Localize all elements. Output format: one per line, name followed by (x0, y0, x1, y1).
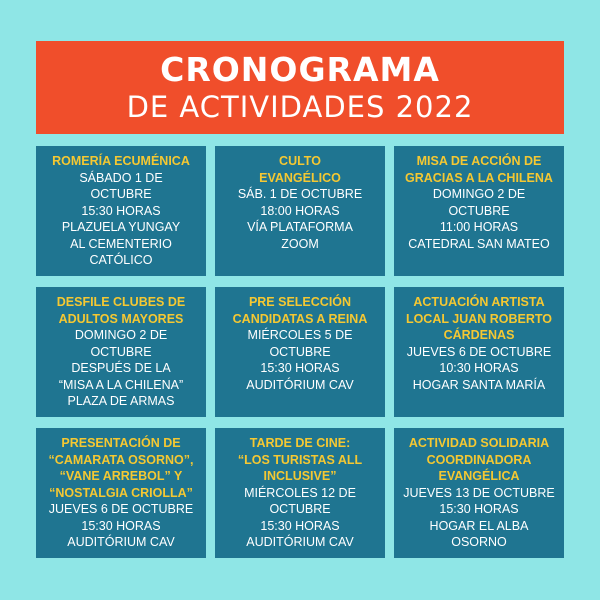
activity-detail: OCTUBRE (269, 344, 331, 359)
activity-detail: CATEDRAL SAN MATEO (408, 236, 550, 251)
activity-detail: 15:30 HORAS (260, 361, 340, 375)
activity-title: ACTIVIDAD SOLIDARIA (408, 436, 550, 450)
activity-title: GRACIAS A LA CHILENA (405, 170, 553, 185)
page-title: CRONOGRAMA (160, 50, 440, 89)
activity-title: PRESENTACIÓN DE (61, 436, 181, 450)
activity-detail: DOMINGO 2 DE (432, 187, 526, 201)
activity-detail: OCTUBRE (90, 344, 152, 359)
activity-title: CÁRDENAS (443, 328, 515, 342)
activity-card-culto (215, 146, 385, 276)
activity-title: LOCAL JUAN ROBERTO (405, 311, 553, 326)
activity-detail: CATÓLICO (89, 253, 153, 267)
activity-card-cine (215, 428, 385, 558)
activity-detail: 15:30 HORAS (439, 502, 519, 516)
activity-detail: SÁBADO 1 DE (79, 170, 163, 185)
activity-title: “VANE ARREBOL” Y (59, 469, 183, 483)
activity-title: ADULTOS MAYORES (58, 311, 184, 326)
page-subtitle: DE ACTIVIDADES 2022 (126, 90, 474, 124)
activity-detail: HOGAR EL ALBA (429, 518, 529, 533)
activity-title: EVANGÉLICA (438, 469, 520, 483)
activity-detail: PLAZUELA YUNGAY (61, 220, 181, 234)
activity-title: MISA DE ACCIÓN DE (416, 154, 542, 168)
activity-detail: OSORNO (451, 535, 507, 549)
activity-title: “NOSTALGIA CRIOLLA” (49, 485, 193, 500)
activity-detail: SÁB. 1 DE OCTUBRE (237, 187, 363, 201)
activity-detail: 15:30 HORAS (260, 518, 340, 533)
activity-detail: OCTUBRE (90, 187, 152, 201)
activity-title: ACTUACIÓN ARTISTA (413, 295, 545, 309)
activity-detail: OCTUBRE (448, 203, 510, 218)
activity-detail: JUEVES 13 DE OCTUBRE (403, 485, 555, 500)
activity-card-misa (394, 146, 564, 276)
activity-detail: AUDITÓRIUM CAV (246, 535, 354, 549)
activity-title: “LOS TURISTAS ALL (237, 452, 363, 467)
activity-detail: JUEVES 6 DE OCTUBRE (48, 502, 194, 516)
activity-detail: MIÉRCOLES 12 DE (244, 485, 356, 500)
header-banner (36, 41, 564, 134)
activity-title: COORDINADORA (426, 452, 532, 467)
activity-detail: AL CEMENTERIO (70, 236, 172, 251)
activity-detail: DESPUÉS DE LA (71, 361, 171, 375)
activity-detail: ZOOM (281, 236, 319, 251)
activity-card-desfile (36, 287, 206, 417)
activity-title: PRE SELECCIÓN (248, 295, 352, 309)
activity-card-solidaria (394, 428, 564, 558)
activity-detail: PLAZA DE ARMAS (67, 394, 175, 408)
activity-detail: 18:00 HORAS (260, 203, 340, 218)
activity-title: EVANGÉLICO (259, 170, 341, 185)
activity-detail: VÍA PLATAFORMA (247, 220, 353, 234)
activity-detail: 15:30 HORAS (81, 203, 161, 218)
activity-detail: 15:30 HORAS (81, 518, 161, 533)
activity-card-preseleccion (215, 287, 385, 417)
activity-detail: JUEVES 6 DE OCTUBRE (406, 344, 552, 359)
activity-detail: MIÉRCOLES 5 DE (247, 328, 353, 342)
activity-title: TARDE DE CINE: (249, 436, 351, 450)
activity-detail: HOGAR SANTA MARÍA (412, 377, 546, 392)
activity-detail: OCTUBRE (269, 502, 331, 516)
activity-detail: 10:30 HORAS (439, 361, 519, 375)
activity-detail: AUDITÓRIUM CAV (246, 377, 354, 392)
activity-title: DESFILE CLUBES DE (56, 295, 186, 309)
activity-detail: AUDITÓRIUM CAV (67, 535, 175, 549)
activity-title: INCLUSIVE” (263, 469, 337, 483)
activity-detail: 11:00 HORAS (439, 220, 519, 234)
activity-title: CANDIDATAS A REINA (232, 311, 368, 326)
activity-card-romeria (36, 146, 206, 276)
activity-detail: DOMINGO 2 DE (74, 328, 168, 342)
activity-card-presentacion (36, 428, 206, 558)
activity-title: ROMERÍA ECUMÉNICA (52, 154, 190, 168)
activity-card-actuacion (394, 287, 564, 417)
activity-title: CULTO (279, 154, 321, 168)
activity-title: “CAMARATA OSORNO”, (48, 452, 194, 467)
activity-detail: “MISA A LA CHILENA” (58, 377, 184, 392)
